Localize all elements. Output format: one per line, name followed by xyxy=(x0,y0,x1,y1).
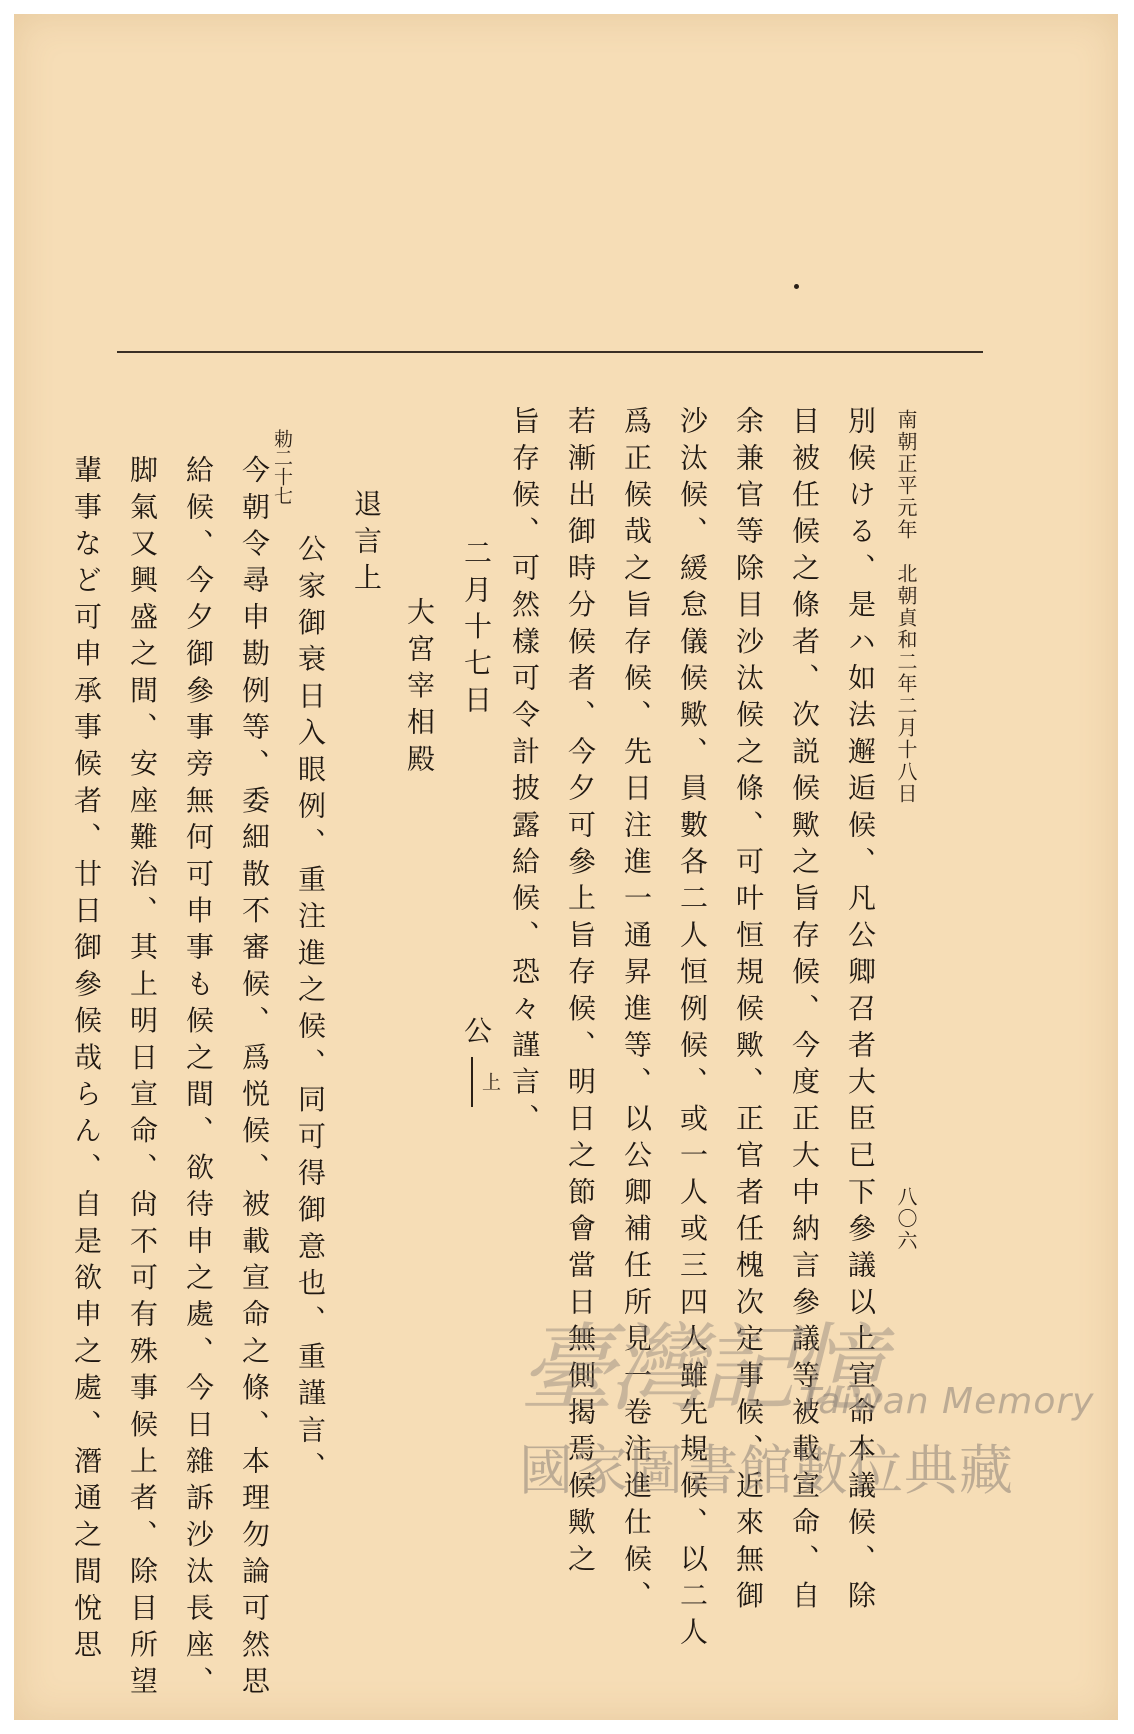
text-line: 輩事など可申承事候者、廿日御參候哉らん、自是欲申之處、潛通之間悅思 xyxy=(70,455,103,1667)
text-line: 給候、今夕御參事旁無何可申事も候之間、欲待申之處、今日雜訴沙汰長座、 xyxy=(182,455,215,1703)
sender-dash xyxy=(471,1057,473,1107)
watermark-logo: 臺灣記憶 xyxy=(519,1313,879,1425)
text-line: 公家御衰日入眼例、重注進之候、同可得御意也、重謹言、 xyxy=(294,534,327,1489)
watermark-english: Taiwan Memory xyxy=(799,1381,1095,1422)
watermark-chinese: 國家圖書館數位典藏 xyxy=(519,1439,1014,1502)
text-line: 別候ける、是ハ如法邂逅候、凡公卿召者大臣已下參議以上宣命本議候、除 xyxy=(844,406,877,1618)
document-page xyxy=(14,14,1118,1720)
text-line: 沙汰候、緩怠儀候歟、員數各二人恒例候、或一人或三四人雖先規候、以二人 xyxy=(676,406,709,1654)
ink-dot xyxy=(794,284,799,289)
page-number: 八〇六 xyxy=(894,1186,918,1252)
text-line: 旨存候、可然樣可令計披露給候、恐々謹言、 xyxy=(508,406,541,1140)
letter-date: 二月十七日 xyxy=(460,538,493,722)
header-rule xyxy=(117,351,983,353)
addressee: 大宮宰相殿 xyxy=(403,597,436,781)
text-line: 脚氣又興盛之間、安座難治、其上明日宣命、尙不可有殊事候上者、除目所望 xyxy=(126,455,159,1703)
annotation: 勅二十七 xyxy=(271,429,293,505)
text-line: 余兼官等除目沙汰候之條、可叶恒規候歟、正官者任槐次定事候、近來無御 xyxy=(732,406,765,1618)
text-line: 爲正候哉之旨存候、先日注進一通昇進等、以公卿補任所見一卷注進仕候、 xyxy=(620,406,653,1618)
text-line: 目被任候之條者、次説候歟之旨存候、今度正大中納言參議等被載宣命、自 xyxy=(788,406,821,1618)
sender-mark: 上 xyxy=(479,1072,501,1091)
letter-sender: 公 xyxy=(460,1016,493,1053)
document-title: 退言上 xyxy=(350,489,383,600)
text-line: 今朝令尋申勘例等、委細散不審候、爲悦候、被載宣命之條、本理勿論可然思 xyxy=(238,455,271,1703)
text-line: 若漸出御時分候者、今夕可參上旨存候、明日之節會當日無側揭焉候歟之 xyxy=(564,406,597,1581)
running-title: 南朝正平元年 北朝貞和二年二月十八日 xyxy=(894,409,918,805)
